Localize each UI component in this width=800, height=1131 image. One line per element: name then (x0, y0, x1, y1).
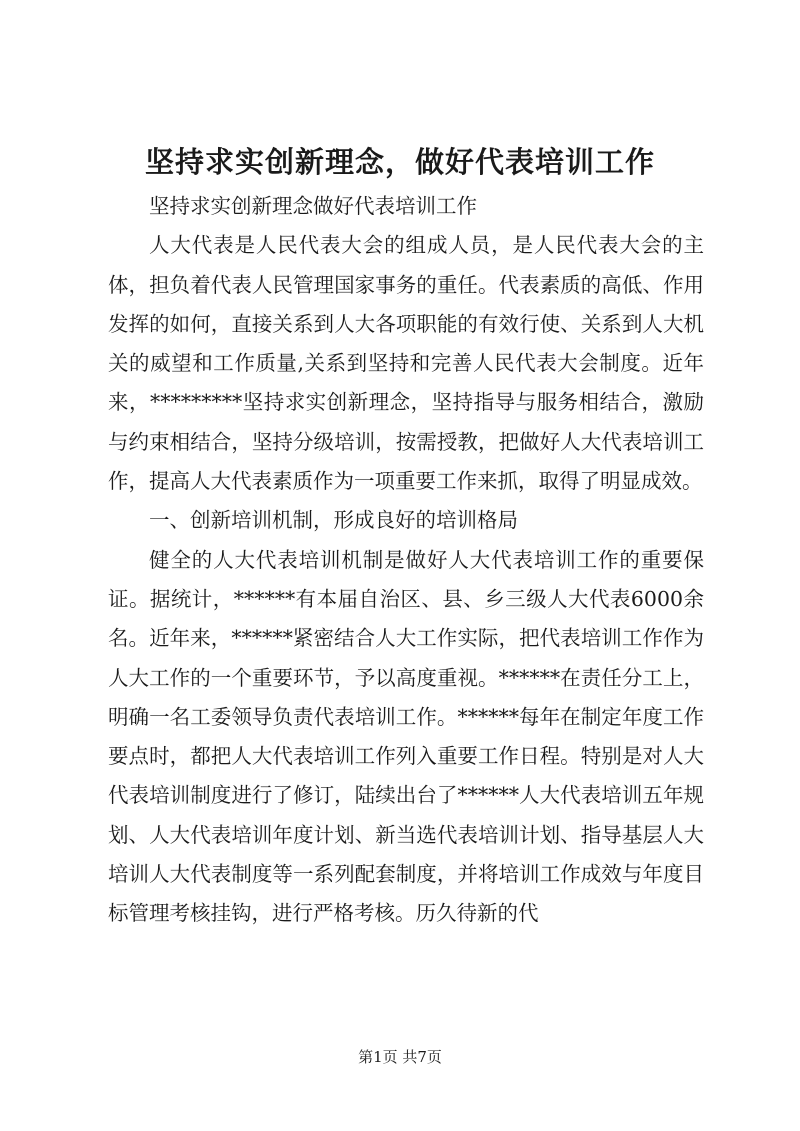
paragraph-intro: 人大代表是人民代表大会的组成人员，是人民代表大会的主体，担负着代表人民管理国家事务的重任。代表素质的高低、作用发挥的如何，直接关系到人大各项职能的有效行使、关系到人大机关的威望和工作质量,关系到坚持和完善人民代表大会制度。近年来，*********坚持求实创新理念，坚持指导与服务相结合，激励与约束相结合，坚持分级培训，按需授教，把做好人大代表培训工作，提高人大代表素质作为一项重要工作来抓，取得了明显成效。 (108, 233, 704, 494)
page-footer: 第1页 共7页 (358, 1048, 442, 1066)
paragraph-section-1: 健全的人大代表培训机制是做好人大代表培训工作的重要保证。据统计，******有本届自治区、县、乡三级人大代表6000余名。近年来，******紧密结合人大工作实际，把代表培训工作作为人大工作的一个重要环节，予以高度重视。******在责任分工上，明确一名工委领导负责代表培训工作。******每年在制定年度工作要点时，都把人大代表培训工作列入重要工作日程。特别是对人大代表培训制度进行了修订，陆续出台了******人大代表培训五年规划、人大代表培训年度计划、新当选代表培训计划、指导基层人大培训人大代表制度等一系列配套制度，并将培训工作成效与年度目标管理考核挂钩，进行严格考核。历久待新的代 (108, 547, 704, 926)
document-title: 坚持求实创新理念，做好代表培训工作 (144, 145, 655, 179)
document-subtitle: 坚持求实创新理念做好代表培训工作 (149, 194, 477, 218)
document-body (108, 187, 704, 934)
section-heading-1: 一、创新培训机制，形成良好的培训格局 (149, 508, 518, 533)
